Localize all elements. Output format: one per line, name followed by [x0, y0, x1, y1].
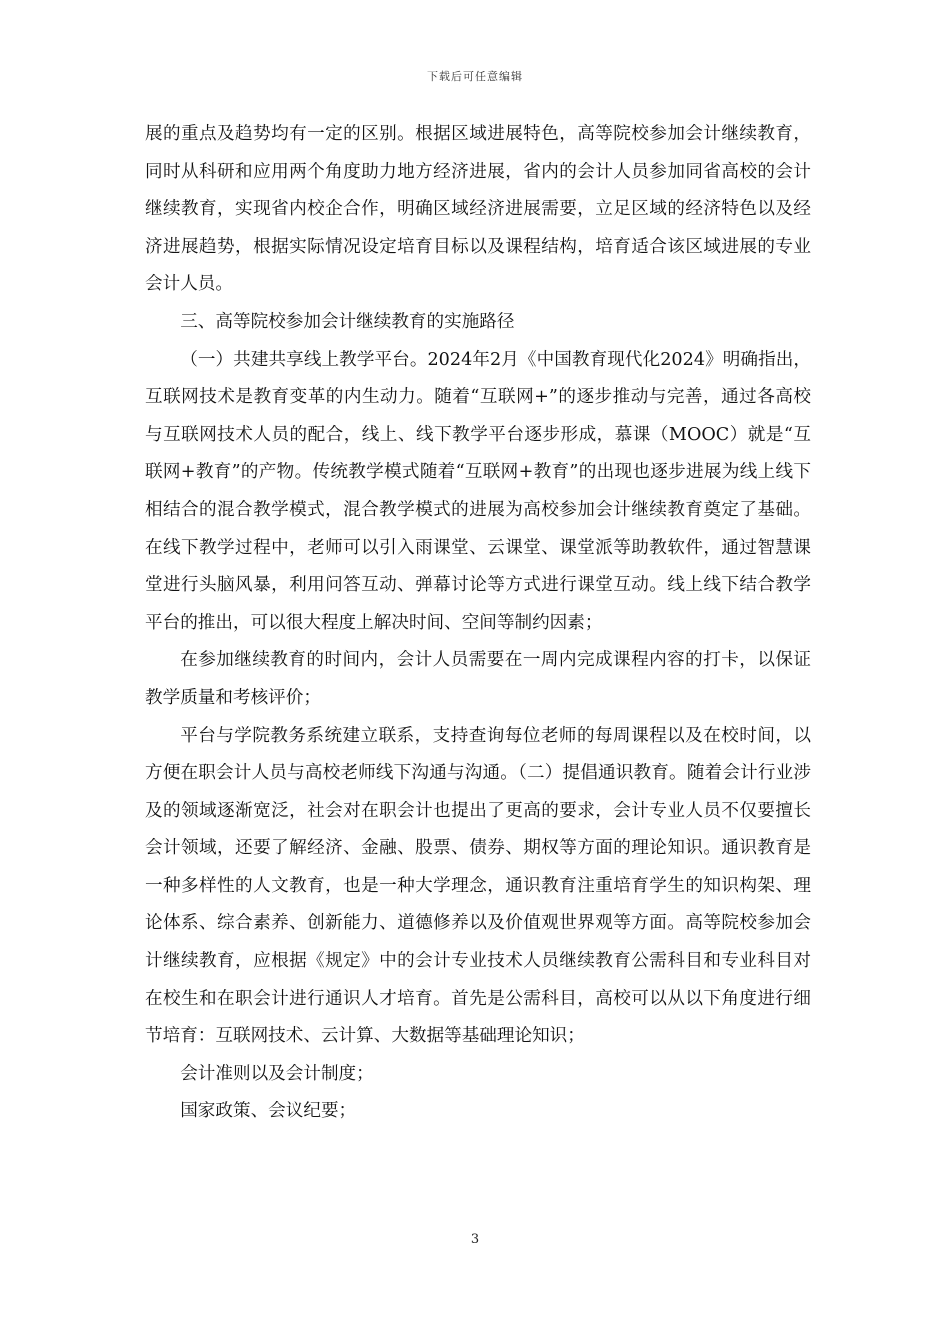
- paragraph-check-in: 在参加继续教育的时间内，会计人员需要在一周内完成课程内容的打卡，以保证教学质量和考核评价；: [145, 650, 811, 708]
- list-item-accounting-standards: 会计准则以及会计制度；: [180, 1063, 374, 1084]
- paragraph-online-platform: （一）共建共享线上教学平台。2024年2月《中国教育现代化2024》明确指出，互联网技术是教育变革的内生动力。随着“互联网+”的逐步推动与完善，通过各高校与互联网技术人员的配合，线上、线下教学平台逐步形成，慕课（MOOC）就是“互联网+教育”的产物。传统教学模式随着“互联网+教育”的出现也逐步进展为线上线下相结合的混合教学模式，混合教学模式的进展为高校参加会计继续教育奠定了基础。在线下教学过程中，老师可以引入雨课堂、云课堂、课堂派等助教软件，通过智慧课堂进行头脑风暴，利用问答互动、弹幕讨论等方式进行课堂互动。线上线下结合教学平台的推出，可以很大程度上解决时间、空间等制约因素；: [145, 349, 811, 633]
- page-number: 3: [470, 1232, 480, 1247]
- document-body: [145, 116, 811, 1131]
- page-header: 下载后可任意编辑: [427, 70, 523, 83]
- list-item-national-policy: 国家政策、会议纪要；: [180, 1101, 357, 1122]
- paragraph-continuation: 展的重点及趋势均有一定的区别。根据区域进展特色，高等院校参加会计继续教育，同时从科研和应用两个角度助力地方经济进展，省内的会计人员参加同省高校的会计继续教育，实现省内校企合作，明确区域经济进展需要，立足区域的经济特色以及经济进展趋势，根据实际情况设定培育目标以及课程结构，培育适合该区域进展的专业会计人员。: [145, 124, 811, 295]
- paragraph-general-education: 平台与学院教务系统建立联系，支持查询每位老师的每周课程以及在校时间，以方便在职会计人员与高校老师线下沟通与沟通。（二）提倡通识教育。随着会计行业涉及的领域逐渐宽泛，社会对在职会计也提出了更高的要求，会计专业人员不仅要擅长会计领域，还要了解经济、金融、股票、债券、期权等方面的理论知识。通识教育是一种多样性的人文教育，也是一种大学理念，通识教育注重培育学生的知识构架、理论体系、综合素养、创新能力、道德修养以及价值观世界观等方面。高等院校参加会计继续教育，应根据《规定》中的会计专业技术人员继续教育公需科目和专业科目对在校生和在职会计进行通识人才培育。首先是公需科目，高校可以从以下角度进行细节培育：互联网技术、云计算、大数据等基础理论知识；: [145, 725, 811, 1047]
- section-heading: 三、高等院校参加会计继续教育的实施路径: [180, 311, 515, 332]
